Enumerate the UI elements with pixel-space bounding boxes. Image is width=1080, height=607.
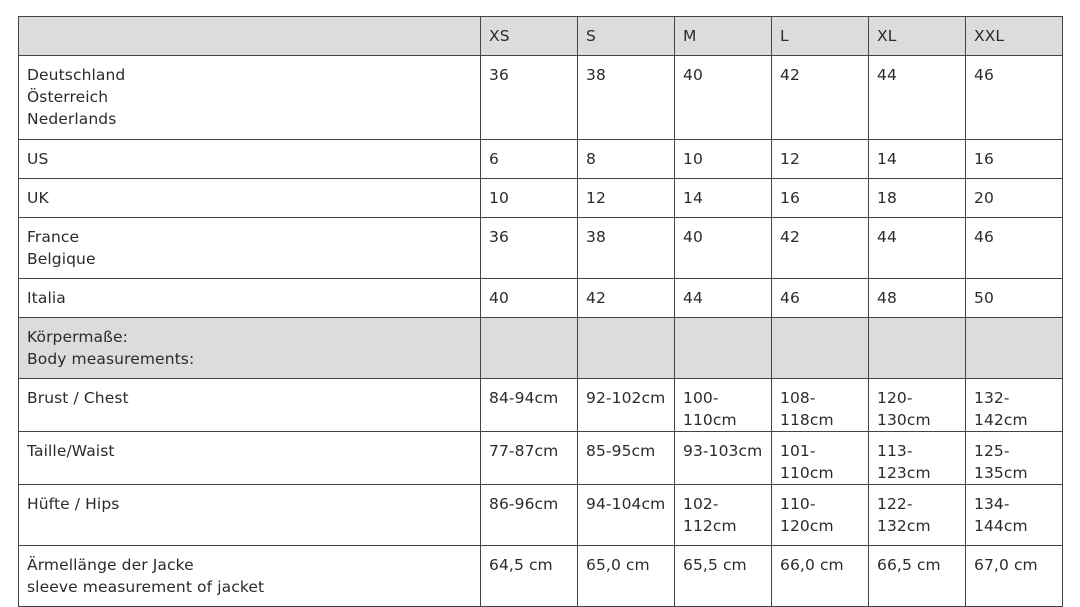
table-row	[19, 218, 1063, 279]
table-cell: 110-120cm	[772, 485, 869, 546]
table-cell: 132-142cm	[966, 379, 1063, 432]
table-cell: 102-112cm	[675, 485, 772, 546]
table-cell: 120-130cm	[869, 379, 966, 432]
section-header-row	[19, 318, 1063, 379]
row-label: Deutschland Österreich Nederlands	[19, 56, 481, 140]
table-cell: 84-94cm	[481, 379, 578, 432]
header-size-xs: XS	[481, 17, 578, 56]
table-cell: 46	[772, 279, 869, 318]
table-row	[19, 56, 1063, 140]
row-label: Hüfte / Hips	[19, 485, 481, 546]
table-cell: 42	[772, 218, 869, 279]
table-cell: 122-132cm	[869, 485, 966, 546]
row-label: UK	[19, 179, 481, 218]
table-cell	[772, 318, 869, 379]
header-size-s: S	[578, 17, 675, 56]
table-row	[19, 432, 1063, 485]
table-cell	[675, 318, 772, 379]
header-size-xl: XL	[869, 17, 966, 56]
table-cell: 8	[578, 140, 675, 179]
table-cell: 40	[675, 56, 772, 140]
table-row	[19, 379, 1063, 432]
table-cell: 92-102cm	[578, 379, 675, 432]
table-cell: 77-87cm	[481, 432, 578, 485]
table-cell: 18	[869, 179, 966, 218]
table-cell: 12	[772, 140, 869, 179]
table-cell: 20	[966, 179, 1063, 218]
table-cell: 108-118cm	[772, 379, 869, 432]
table-cell: 67,0 cm	[966, 546, 1063, 607]
row-label: Brust / Chest	[19, 379, 481, 432]
table-cell: 10	[481, 179, 578, 218]
row-label: US	[19, 140, 481, 179]
header-corner-cell	[19, 17, 481, 56]
row-label: Ärmellänge der Jacke sleeve measurement of jacket	[19, 546, 481, 607]
table-row	[19, 140, 1063, 179]
table-cell: 94-104cm	[578, 485, 675, 546]
table-cell: 42	[772, 56, 869, 140]
table-cell: 46	[966, 56, 1063, 140]
table-cell: 38	[578, 56, 675, 140]
row-label: Taille/Waist	[19, 432, 481, 485]
header-row	[19, 17, 1063, 56]
table-row	[19, 546, 1063, 607]
section-label: Körpermaße: Body measurements:	[19, 318, 481, 379]
table-cell: 44	[869, 56, 966, 140]
table-cell: 65,5 cm	[675, 546, 772, 607]
table-cell: 12	[578, 179, 675, 218]
table-cell: 42	[578, 279, 675, 318]
table-cell: 36	[481, 218, 578, 279]
table-row	[19, 485, 1063, 546]
table-cell: 40	[481, 279, 578, 318]
table-cell: 16	[966, 140, 1063, 179]
table-cell: 14	[675, 179, 772, 218]
table-cell: 113-123cm	[869, 432, 966, 485]
table-cell	[481, 318, 578, 379]
table-cell: 86-96cm	[481, 485, 578, 546]
table-cell: 46	[966, 218, 1063, 279]
header-size-l: L	[772, 17, 869, 56]
table-cell: 38	[578, 218, 675, 279]
table-cell: 50	[966, 279, 1063, 318]
table-cell	[869, 318, 966, 379]
header-size-xxl: XXL	[966, 17, 1063, 56]
table-cell: 134- 144cm	[966, 485, 1063, 546]
table-cell: 16	[772, 179, 869, 218]
table-row	[19, 179, 1063, 218]
table-cell	[966, 318, 1063, 379]
size-chart-table	[18, 16, 1063, 607]
table-cell: 44	[869, 218, 966, 279]
table-row	[19, 279, 1063, 318]
table-cell	[578, 318, 675, 379]
table-cell: 44	[675, 279, 772, 318]
table-cell: 10	[675, 140, 772, 179]
table-cell: 40	[675, 218, 772, 279]
table-cell: 6	[481, 140, 578, 179]
header-size-m: M	[675, 17, 772, 56]
table-cell: 48	[869, 279, 966, 318]
table-cell: 36	[481, 56, 578, 140]
table-cell: 66,0 cm	[772, 546, 869, 607]
table-cell: 101-110cm	[772, 432, 869, 485]
table-cell: 85-95cm	[578, 432, 675, 485]
table-cell: 65,0 cm	[578, 546, 675, 607]
row-label: Italia	[19, 279, 481, 318]
table-cell: 64,5 cm	[481, 546, 578, 607]
table-cell: 66,5 cm	[869, 546, 966, 607]
table-cell: 93-103cm	[675, 432, 772, 485]
table-cell: 125-135cm	[966, 432, 1063, 485]
table-cell: 14	[869, 140, 966, 179]
row-label: France Belgique	[19, 218, 481, 279]
table-cell: 100-110cm	[675, 379, 772, 432]
